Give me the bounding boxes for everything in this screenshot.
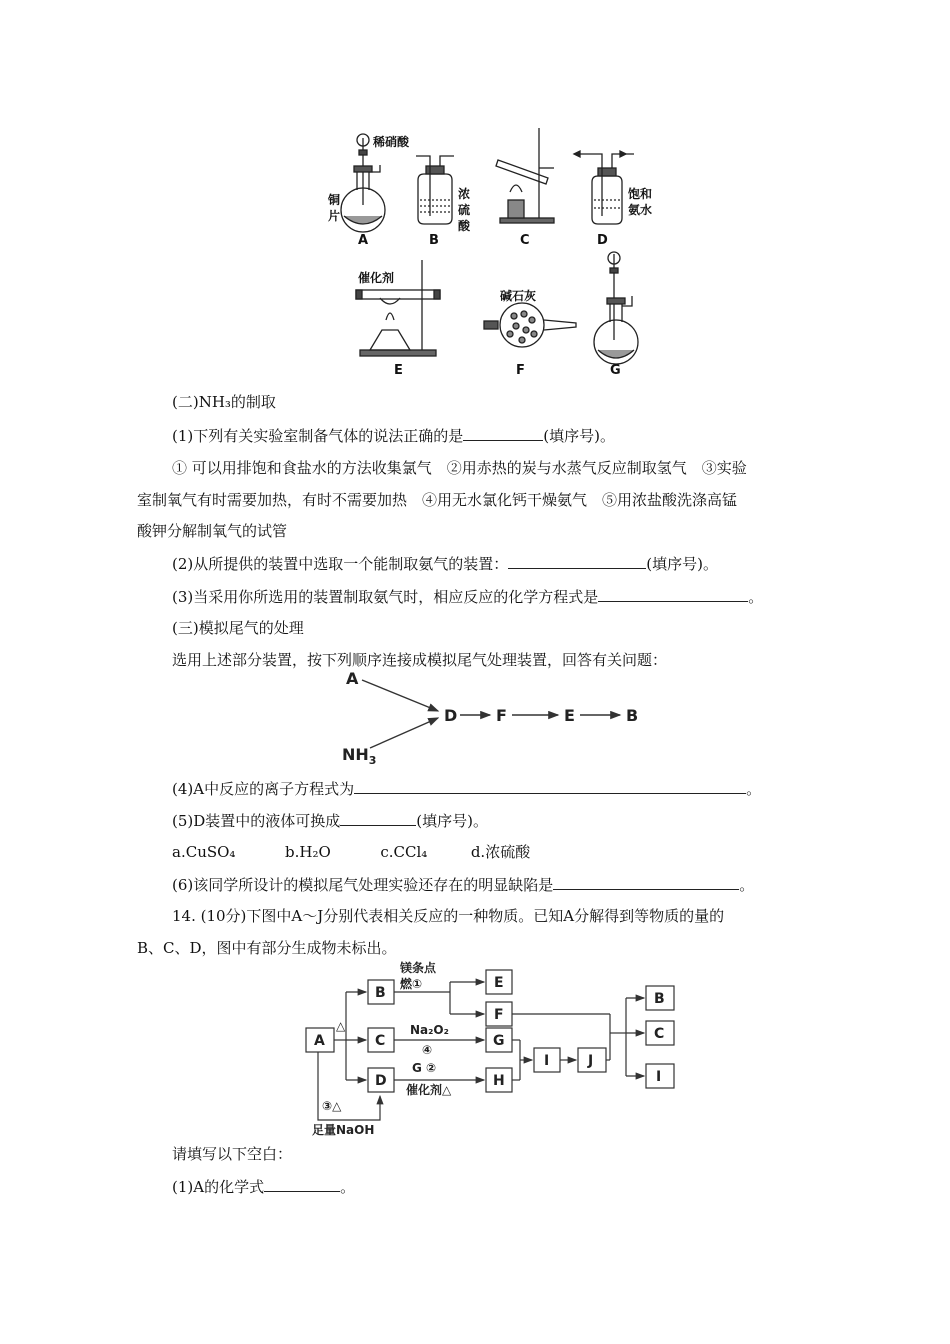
q1-options-line-1: ① 可以用排饱和食盐水的方法收集氯气 ②用赤热的炭与水蒸气反应制取氢气 ③实验 bbox=[172, 459, 747, 477]
label-na2o2: Na₂O₂ bbox=[410, 1023, 449, 1037]
q5-option-b: b.H₂O bbox=[285, 843, 331, 861]
node-h: H bbox=[493, 1073, 505, 1089]
q14-line-2: B、C、D，图中有部分生成物未标出。 bbox=[137, 939, 397, 957]
label-catalyst-heat: 催化剂△ bbox=[406, 1083, 452, 1097]
section-3-intro: 选用上述部分装置，按下列顺序连接成模拟尾气处理装置，回答有关问题： bbox=[172, 651, 668, 669]
label-conc-1: 浓 bbox=[458, 187, 471, 201]
label-copper-1: 铜 bbox=[328, 193, 341, 207]
label-copper-2: 片 bbox=[328, 209, 341, 223]
q14-fill-prompt: 请填写以下空白： bbox=[172, 1145, 293, 1163]
label-step-4: ④ bbox=[422, 1043, 433, 1057]
node-c: C bbox=[375, 1033, 386, 1049]
reaction-diagram bbox=[300, 958, 690, 1136]
q1-options-line-2: 室制氧气有时需要加热，有时不需要加热 ④用无水氯化钙干燥氨气 ⑤用浓盐酸洗涤高锰 bbox=[137, 491, 738, 509]
label-mg-burn-1: 镁条点 bbox=[400, 961, 437, 975]
question-2: (2)从所提供的装置中选取一个能制取氨气的装置： (填序号)。 bbox=[172, 555, 718, 573]
flow-node-a: A bbox=[346, 669, 359, 688]
node-i: I bbox=[544, 1053, 550, 1069]
node-i-product: I bbox=[656, 1069, 662, 1085]
label-dilute-nitric-acid: 稀硝酸 bbox=[373, 135, 410, 149]
question-5: (5)D装置中的液体可换成 (填序号)。 bbox=[172, 812, 488, 830]
label-conc-2: 硫 bbox=[458, 203, 471, 217]
apparatus-letter-f: F bbox=[516, 363, 525, 378]
q5-options bbox=[172, 842, 530, 862]
apparatus-g bbox=[594, 252, 638, 364]
question-4: (4)A中反应的离子方程式为 。 bbox=[172, 780, 762, 798]
label-catalyst: 催化剂 bbox=[358, 271, 395, 285]
label-mg-burn-2: 燃① bbox=[400, 977, 423, 991]
node-c-product: C bbox=[654, 1026, 665, 1042]
question-6: (6)该同学所设计的模拟尾气处理实验还存在的明显缺陷是 。 bbox=[172, 876, 755, 894]
flow-node-b: B bbox=[626, 706, 639, 725]
flow-node-nh3: $NH_3$ bbox=[342, 745, 377, 767]
apparatus-letter-a: A bbox=[358, 233, 369, 248]
q5-answer-blank[interactable] bbox=[340, 810, 416, 826]
apparatus-letter-b: B bbox=[429, 233, 439, 248]
q5-option-a: a.CuSO₄ bbox=[172, 843, 236, 861]
apparatus-b bbox=[416, 156, 454, 224]
node-f: F bbox=[494, 1007, 504, 1023]
q14-q1-answer-blank[interactable] bbox=[264, 1176, 340, 1192]
section-2-heading: (二)NH₃的制取 bbox=[172, 393, 276, 411]
label-ammonia-water: 氨水 bbox=[628, 203, 653, 217]
q4-answer-blank[interactable] bbox=[354, 778, 746, 794]
node-d: D bbox=[375, 1073, 387, 1089]
section-3-heading: (三)模拟尾气的处理 bbox=[172, 619, 304, 637]
flow-node-f: F bbox=[496, 706, 507, 725]
apparatus-letter-e: E bbox=[394, 363, 403, 378]
q6-answer-blank[interactable] bbox=[553, 874, 739, 890]
node-e: E bbox=[494, 975, 504, 991]
q5-option-c: c.CCl₄ bbox=[380, 843, 428, 861]
apparatus-letter-c: C bbox=[520, 233, 530, 248]
apparatus-letter-g: G bbox=[610, 363, 621, 378]
q3-answer-blank[interactable] bbox=[598, 586, 748, 602]
apparatus-d bbox=[574, 151, 634, 224]
label-excess-naoh: 足量NaOH bbox=[312, 1123, 375, 1137]
apparatus-c bbox=[496, 128, 554, 223]
apparatus-letter-d: D bbox=[597, 233, 608, 248]
label-saturated: 饱和 bbox=[628, 187, 653, 201]
q5-option-d: d.浓硫酸 bbox=[470, 843, 531, 861]
tail-gas-flow-diagram bbox=[330, 668, 650, 768]
node-b-product: B bbox=[654, 991, 665, 1007]
flow-node-e: E bbox=[564, 706, 575, 725]
label-soda-lime: 碱石灰 bbox=[500, 289, 537, 303]
question-3: (3)当采用你所选用的装置制取氨气时，相应反应的化学方程式是 。 bbox=[172, 588, 764, 606]
label-conc-3: 酸 bbox=[458, 219, 471, 233]
label-step-3: ③△ bbox=[322, 1099, 342, 1113]
node-g: G bbox=[493, 1033, 505, 1049]
apparatus-figure bbox=[310, 120, 670, 380]
q1-options-line-3: 酸钾分解制氧气的试管 bbox=[137, 522, 288, 540]
label-g-step-2: G ② bbox=[412, 1061, 437, 1075]
q2-answer-blank[interactable] bbox=[508, 553, 646, 569]
label-heat: △ bbox=[336, 1019, 346, 1033]
node-a: A bbox=[314, 1033, 325, 1049]
q14-question-1: (1)A的化学式 。 bbox=[172, 1178, 356, 1196]
flow-arrow-a-d bbox=[362, 680, 438, 711]
q14-line-1: 14. (10分)下图中A～J分别代表相关反应的一种物质。已知A分解得到等物质的量的 bbox=[172, 907, 725, 925]
question-1: (1)下列有关实验室制备气体的说法正确的是 (填序号)。 bbox=[172, 427, 615, 445]
node-j: J bbox=[588, 1053, 594, 1069]
node-b: B bbox=[375, 985, 386, 1001]
flow-node-d: D bbox=[444, 706, 458, 725]
q1-answer-blank[interactable] bbox=[463, 425, 543, 441]
apparatus-f bbox=[484, 303, 576, 347]
flow-arrow-nh3-d bbox=[370, 718, 438, 748]
